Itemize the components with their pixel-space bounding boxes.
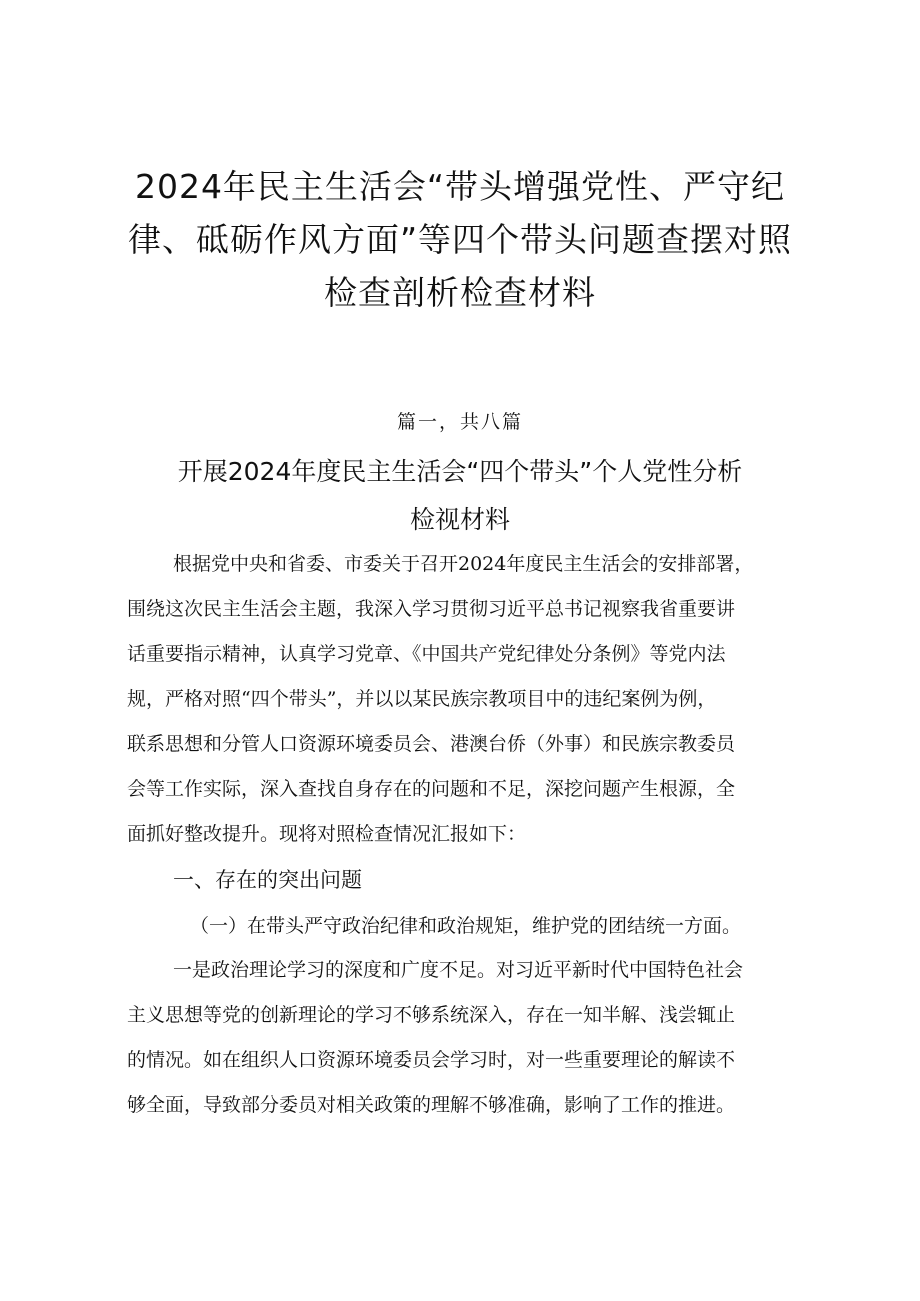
document-title bbox=[110, 160, 810, 319]
title-line: 2024年民主生活会“带头增强党性、严守纪 bbox=[134, 167, 786, 206]
paragraph-line: 主义思想等党的创新理论的学习不够系统深入，存在一知半解、浅尝辄止 bbox=[127, 1004, 736, 1026]
subtitle-line: 开展2024年度民主生活会“四个带头”个人党性分析 bbox=[177, 457, 743, 486]
paragraph-line: 围绕这次民主生活会主题，我深入学习贯彻习近平总书记视察我省重要讲 bbox=[127, 598, 736, 620]
paragraph-line: 面抓好整改提升。现将对照检查情况汇报如下： bbox=[127, 823, 527, 845]
paragraph-line: 话重要指示精神，认真学习党章、《中国共产党纪律处分条例》等党内法 bbox=[127, 643, 726, 665]
chapter-label: 篇一，共八篇 bbox=[396, 411, 523, 433]
title-line: 检查剖析检查材料 bbox=[324, 273, 596, 312]
paragraph-line: 会等工作实际，深入查找自身存在的问题和不足，深挖问题产生根源，全 bbox=[127, 778, 736, 800]
document-subtitle bbox=[110, 448, 810, 544]
sub-heading: （一）在带头严守政治纪律和政治规矩，维护党的团结统一方面。 bbox=[190, 915, 742, 937]
paragraph-line: 规，严格对照“四个带头”，并以以某民族宗教项目中的违纪案例为例， bbox=[127, 688, 717, 710]
subtitle-line: 检视材料 bbox=[409, 505, 510, 534]
paragraph-line: 一是政治理论学习的深度和广度不足。对习近平新时代中国特色社会 bbox=[173, 959, 744, 981]
second-paragraph bbox=[127, 948, 807, 1128]
section-heading: 一、存在的突出问题 bbox=[173, 868, 362, 892]
paragraph-line: 够全面，导致部分委员对相关政策的理解不够准确，影响了工作的推进。 bbox=[127, 1094, 736, 1116]
paragraph-line: 联系思想和分管人口资源环境委员会、港澳台侨（外事）和民族宗教委员 bbox=[127, 733, 736, 755]
paragraph-line: 根据党中央和省委、市委关于召开2024年度民主生活会的安排部署， bbox=[173, 553, 754, 575]
title-line: 律、砥砺作风方面”等四个带头问题查摆对照 bbox=[127, 220, 793, 259]
paragraph-line: 的情况。如在组织人口资源环境委员会学习时，对一些重要理论的解读不 bbox=[127, 1049, 736, 1071]
intro-paragraph bbox=[127, 542, 807, 857]
